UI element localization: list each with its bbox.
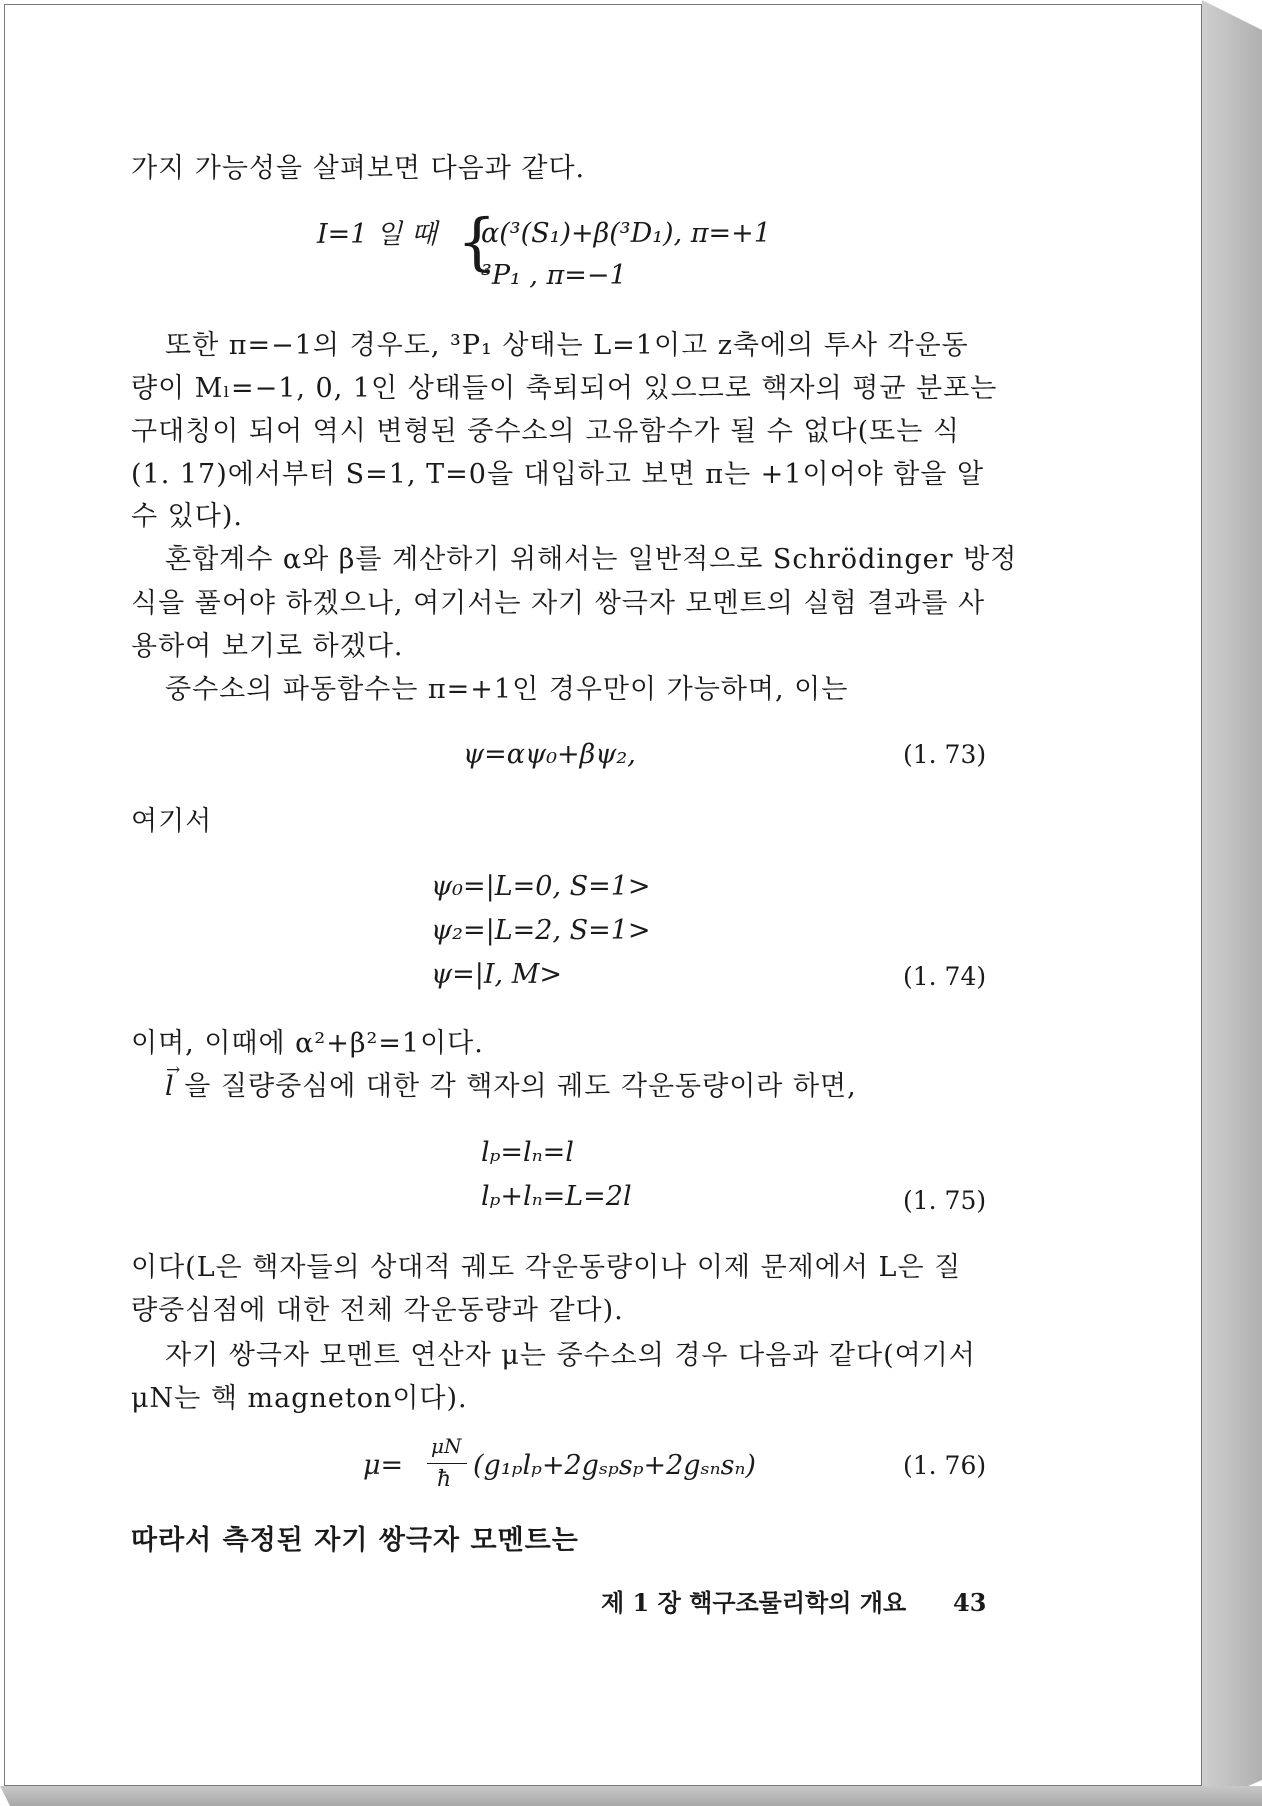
equation-number: (1. 75) (903, 1186, 987, 1215)
text-line: 용하여 보기로 하겠다. (131, 631, 404, 662)
text-line: 자기 쌍극자 모멘트 연산자 μ는 중수소의 경우 다음과 같다(여기서 (165, 1340, 976, 1371)
text-line: 이다(L은 핵자들의 상대적 궤도 각운동량이나 이제 문제에서 L은 질 (131, 1252, 962, 1283)
text-line: 수 있다). (131, 501, 243, 532)
equation-1-74-b: ψ₂=|L=2, S=1> (431, 915, 651, 946)
equation-1-76-rhs: (g₁ₚlₚ+2gₛₚsₚ+2gₛₙsₙ) (473, 1450, 756, 1481)
case-line-2: ³P₁ , π=−1 (481, 260, 627, 291)
text-line: 혼합계수 α와 β를 계산하기 위해서는 일반적으로 Schrödinger 방정 (165, 544, 1018, 575)
page-number: 43 (953, 1588, 987, 1617)
text-line: 또한 π=−1의 경우도, ³P₁ 상태는 L=1이고 z축에의 투사 각운동 (165, 330, 969, 361)
equation-number: (1. 76) (903, 1451, 987, 1480)
text-line: 여기서 (131, 806, 213, 837)
running-footer: 제 1 장 핵구조물리학의 개요 (601, 1588, 907, 1617)
equation-1-74-a: ψ₀=|L=0, S=1> (431, 871, 651, 902)
equation-1-76-lhs: μ= (363, 1450, 404, 1481)
text-line: 이며, 이때에 α²+β²=1이다. (131, 1028, 484, 1059)
equation-1-75-a: lₚ=lₙ=l (481, 1137, 574, 1168)
equation-number: (1. 73) (903, 740, 987, 769)
text-line: 가지 가능성을 살펴보면 다음과 같다. (131, 153, 586, 184)
text-line: (1. 17)에서부터 S=1, T=0을 대입하고 보면 π는 +1이어야 함을 알 (131, 459, 985, 490)
page-edge-shadow-right (1202, 0, 1262, 1806)
text-line: 따라서 측정된 자기 쌍극자 모멘트는 (131, 1525, 579, 1556)
equation-1-76-denominator: ħ (437, 1467, 452, 1492)
equation-1-76-numerator: μN (431, 1434, 462, 1458)
text-line (165, 1070, 857, 1104)
equation-1-75-b: lₚ+lₙ=L=2l (481, 1181, 632, 1212)
text-line: 중수소의 파동함수는 π=+1인 경우만이 가능하며, 이는 (165, 674, 849, 705)
case-line-1: α(³(S₁)+β(³D₁), π=+1 (481, 218, 771, 249)
page-edge-shadow-bottom (0, 1786, 1262, 1806)
book-page (4, 4, 1202, 1786)
text-line: 구대칭이 되어 역시 변형된 중수소의 고유함수가 될 수 없다(또는 식 (131, 416, 960, 447)
vector-l: → l (165, 1070, 175, 1104)
brace: { (457, 205, 497, 278)
equation-number: (1. 74) (903, 962, 987, 991)
equation-1-74-c: ψ=|I, M> (431, 959, 562, 990)
text-line: 식을 풀어야 하겠으나, 여기서는 자기 쌍극자 모멘트의 실험 결과를 사 (131, 588, 986, 619)
text-segment: 을 질량중심에 대한 각 핵자의 궤도 각운동량이라 하면, (184, 1071, 857, 1102)
text-line: 량이 Mₗ=−1, 0, 1인 상태들이 축퇴되어 있으므로 핵자의 평균 분포는 (131, 373, 998, 404)
text-line: 량중심점에 대한 전체 각운동량과 같다). (131, 1295, 624, 1326)
equation-1-73: ψ=αψ₀+βψ₂, (463, 739, 636, 770)
case-prefix: I=1 일 때 (317, 219, 437, 250)
text-line: μN는 핵 magneton이다). (131, 1383, 468, 1414)
